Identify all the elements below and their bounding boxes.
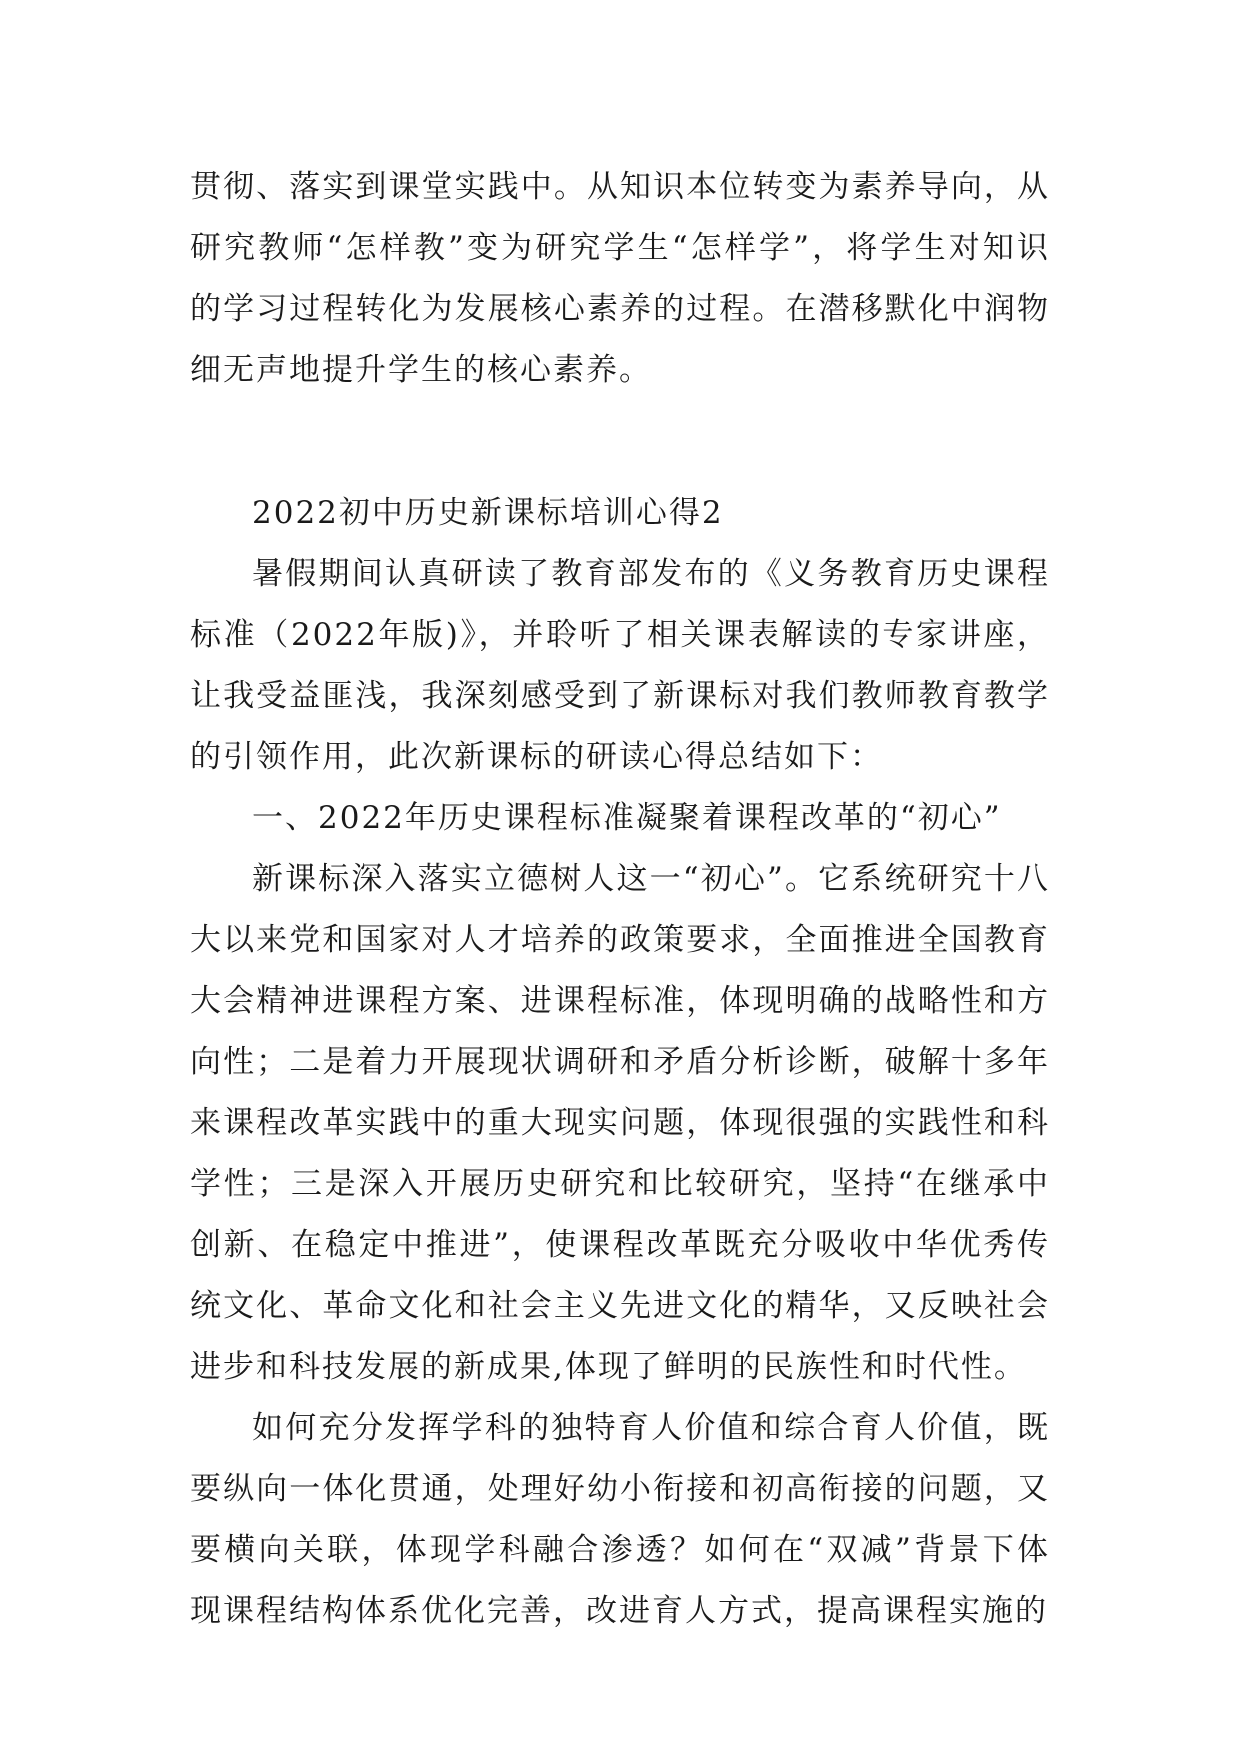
body-paragraph: 如何充分发挥学科的独特育人价值和综合育人价值，既要纵向一体化贯通，处理好幼小衔接和初高衔接的问题，又要横向关联，体现学科融合渗透？如何在“双减”背景下体现课程结构体系优化完善，改进育人方式，提高课程实施的 xyxy=(190,1410,1050,1629)
section-heading: 一、2022年历史课程标准凝聚着课程改革的“初心” xyxy=(252,800,1002,836)
body-paragraph: 新课标深入落实立德树人这一“初心”。它系统研究十八大以来党和国家对人才培养的政策要求，全面推进全国教育大会精神进课程方案、进课程标准，体现明确的战略性和方向性；二是着力开展现状调研和矛盾分析诊断，破解十多年来课程改革实践中的重大现实问题，体现很强的实践性和科学性；三是深入开展历史研究和比较研究，坚持“在继承中创新、在稳定中推进”，使课程改革既充分吸收中华优秀传统文化、革命文化和社会主义先进文化的精华，又反映社会进步和科技发展的新成果,体现了鲜明的民族性和时代性。 xyxy=(190,861,1050,1385)
main-block xyxy=(190,483,1050,1642)
section-title: 2022初中历史新课标培训心得2 xyxy=(252,495,724,531)
continuation-block xyxy=(190,157,1050,401)
continuation-paragraph: 贯彻、落实到课堂实践中。从知识本位转变为素养导向，从研究教师“怎样教”变为研究学生“怎样学”，将学生对知识的学习过程转化为发展核心素养的过程。在潜移默化中润物细无声地提升学生的核心素养。 xyxy=(190,169,1050,388)
body-paragraph: 暑假期间认真研读了教育部发布的《义务教育历史课程标准（2022年版)》，并聆听了相关课表解读的专家讲座，让我受益匪浅，我深刻感受到了新课标对我们教师教育教学的引领作用，此次新课标的研读心得总结如下： xyxy=(190,556,1050,775)
